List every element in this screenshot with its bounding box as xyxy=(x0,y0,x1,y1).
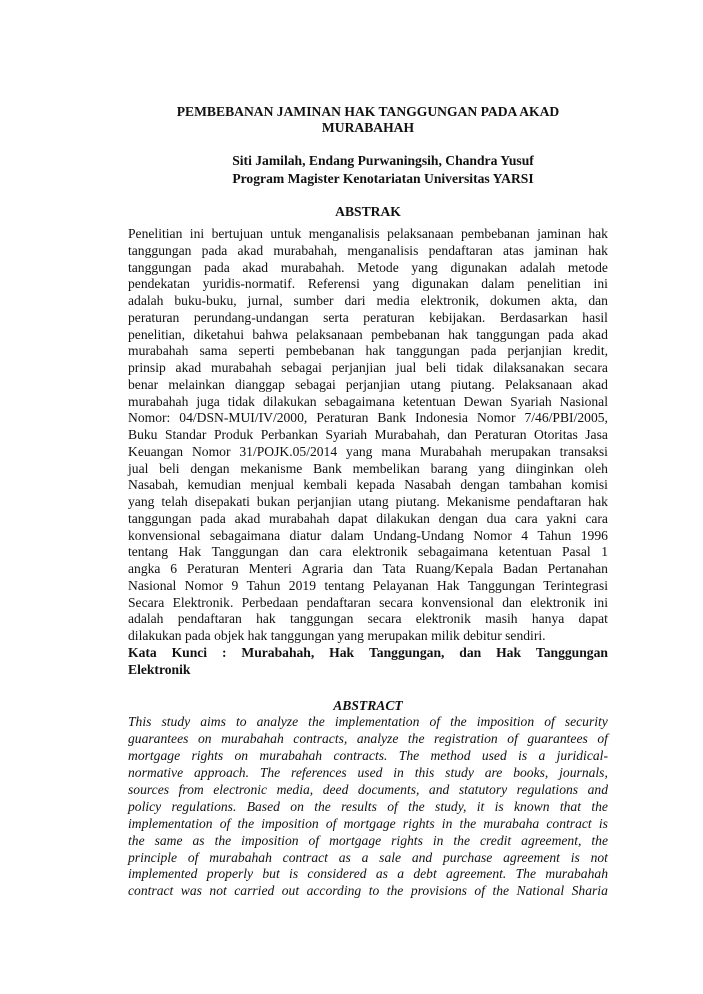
text-line: angka 6 Peraturan Menteri Agraria dan Tata Ruang/Kepala Badan Pertanahan xyxy=(128,561,608,576)
author-names: Siti Jamilah, Endang Purwaningsih, Chandra Yusuf xyxy=(232,153,534,168)
text-line: Nasabah, kemudian menjual kembali kepada Nasabah dengan tambahan komisi xyxy=(128,477,608,493)
text-line: implemented properly but is considered as a debt agreement. The murabahah xyxy=(128,866,608,882)
text-line: prinsip akad murabahah sebagai perjanjian jual beli tidak dilaksanakan secara xyxy=(128,360,608,375)
text-line: implementation of the imposition of mortgage rights in the murabaha contract is xyxy=(128,815,608,831)
title-line: MURABAHAH xyxy=(321,120,415,135)
text-line: konvensional sebagaimana diatur dalam Undang-Undang Nomor 4 Tahun 1996 xyxy=(128,527,608,543)
text-line: contract was not carried out according to the provisions of the National Sharia xyxy=(128,883,608,899)
document-flow xyxy=(128,104,608,900)
text-line: tentang Hak Tanggungan dan cara elektronik sebagaimana ketentuan Pasal 1 xyxy=(128,544,608,560)
text-line: yang telah disepakati bukan perjanjian utang piutang. Mekanisme pendaftaran hak xyxy=(128,494,608,509)
author-affiliation: Program Magister Kenotariatan Universitas YARSI xyxy=(232,171,534,186)
abstrak-body xyxy=(128,226,608,645)
text-line: principle of murabahah contract as a sale and purchase agreement is not xyxy=(128,849,608,865)
keywords-block xyxy=(128,645,608,679)
text-line: dilakukan pada objek hak tanggungan yang merupakan milik debitur sendiri. xyxy=(128,628,546,643)
text-line: Penelitian ini bertujuan untuk menganalisis pelaksanaan pembebanan jaminan hak xyxy=(128,226,608,241)
text-line: peraturan perundang-undangan serta peraturan kebijakan. Berdasarkan hasil xyxy=(128,309,608,325)
abstrak-heading: ABSTRAK xyxy=(335,204,401,219)
text-line: adalah pendaftaran hak tanggungan secara elektronik masih hanya dapat xyxy=(128,611,608,627)
abstract-heading: ABSTRACT xyxy=(333,698,403,714)
text-line: murabahah sama seperti pembebanan hak tanggungan pada perjanjian kredit, xyxy=(128,343,608,359)
text-line: tanggungan pada akad murabahah dapat dilakukan dengan dua cara yakni cara xyxy=(128,510,608,526)
text-line: murabahah juga tidak dilakukan sebagaimana ketentuan Dewan Syariah Nasional xyxy=(128,393,608,409)
text-line: Secara Elektronik. Perbedaan pendaftaran secara konvensional dan elektronik ini xyxy=(128,594,608,610)
text-line: tanggungan pada akad murabahah, menganalisis pendaftaran atas jaminan hak xyxy=(128,242,608,258)
text-line: normative approach. The references used in this study are books, journals, xyxy=(128,764,608,780)
text-line: guarantees on murabahah contracts, analyze the registration of guarantees of xyxy=(128,731,608,747)
text-line: This study aims to analyze the implementation of the imposition of security xyxy=(128,714,608,730)
abstract-body xyxy=(128,714,608,900)
text-line: adalah buku-buku, jurnal, sumber dari media elektronik, dokumen akta, dan xyxy=(128,293,608,308)
text-line: Buku Standar Produk Perbankan Syariah Murabahah, dan Peraturan Otoritas Jasa xyxy=(128,427,608,442)
text-line: Elektronik xyxy=(128,661,191,677)
text-line: Nomor: 04/DSN-MUI/IV/2000, Peraturan Bank Indonesia Nomor 7/46/PBI/2005, xyxy=(128,410,608,426)
text-line: benar melainkan dianggap sebagai perjanjian utang piutang. Pelaksanaan akad xyxy=(128,376,608,392)
text-line: policy regulations. Based on the results of the study, it is known that the xyxy=(128,798,608,814)
text-line: mortgage rights on murabahah contracts. The method used is a juridical- xyxy=(128,748,608,764)
text-line: Nasional Nomor 9 Tahun 2019 tentang Pelayanan Hak Tanggungan Terintegrasi xyxy=(128,577,608,593)
text-line: the same as the imposition of mortgage rights in the credit agreement, the xyxy=(128,832,608,848)
title-line: PEMBEBANAN JAMINAN HAK TANGGUNGAN PADA AKAD xyxy=(176,104,560,119)
text-line: sources from electronic media, deed documents, and statutory regulations and xyxy=(128,781,608,797)
paper-title xyxy=(128,104,608,136)
author-block xyxy=(128,152,608,188)
text-line: tanggungan pada akad murabahah. Metode yang digunakan adalah metode xyxy=(128,259,608,275)
text-line: Keuangan Nomor 31/POJK.05/2014 yang mana Murabahah merupakan transaksi xyxy=(128,443,608,459)
text-line: pendekatan yuridis-normatif. Referensi yang digunakan dalam penelitian ini xyxy=(128,276,608,292)
text-line: jual beli dengan mekanisme Bank membelikan barang yang diinginkan oleh xyxy=(128,460,608,476)
text-line: penelitian, diketahui bahwa pelaksanaan pembebanan hak tanggungan pada akad xyxy=(128,326,608,342)
text-line: Kata Kunci : Murabahah, Hak Tanggungan, dan Hak Tanggungan xyxy=(128,644,608,660)
